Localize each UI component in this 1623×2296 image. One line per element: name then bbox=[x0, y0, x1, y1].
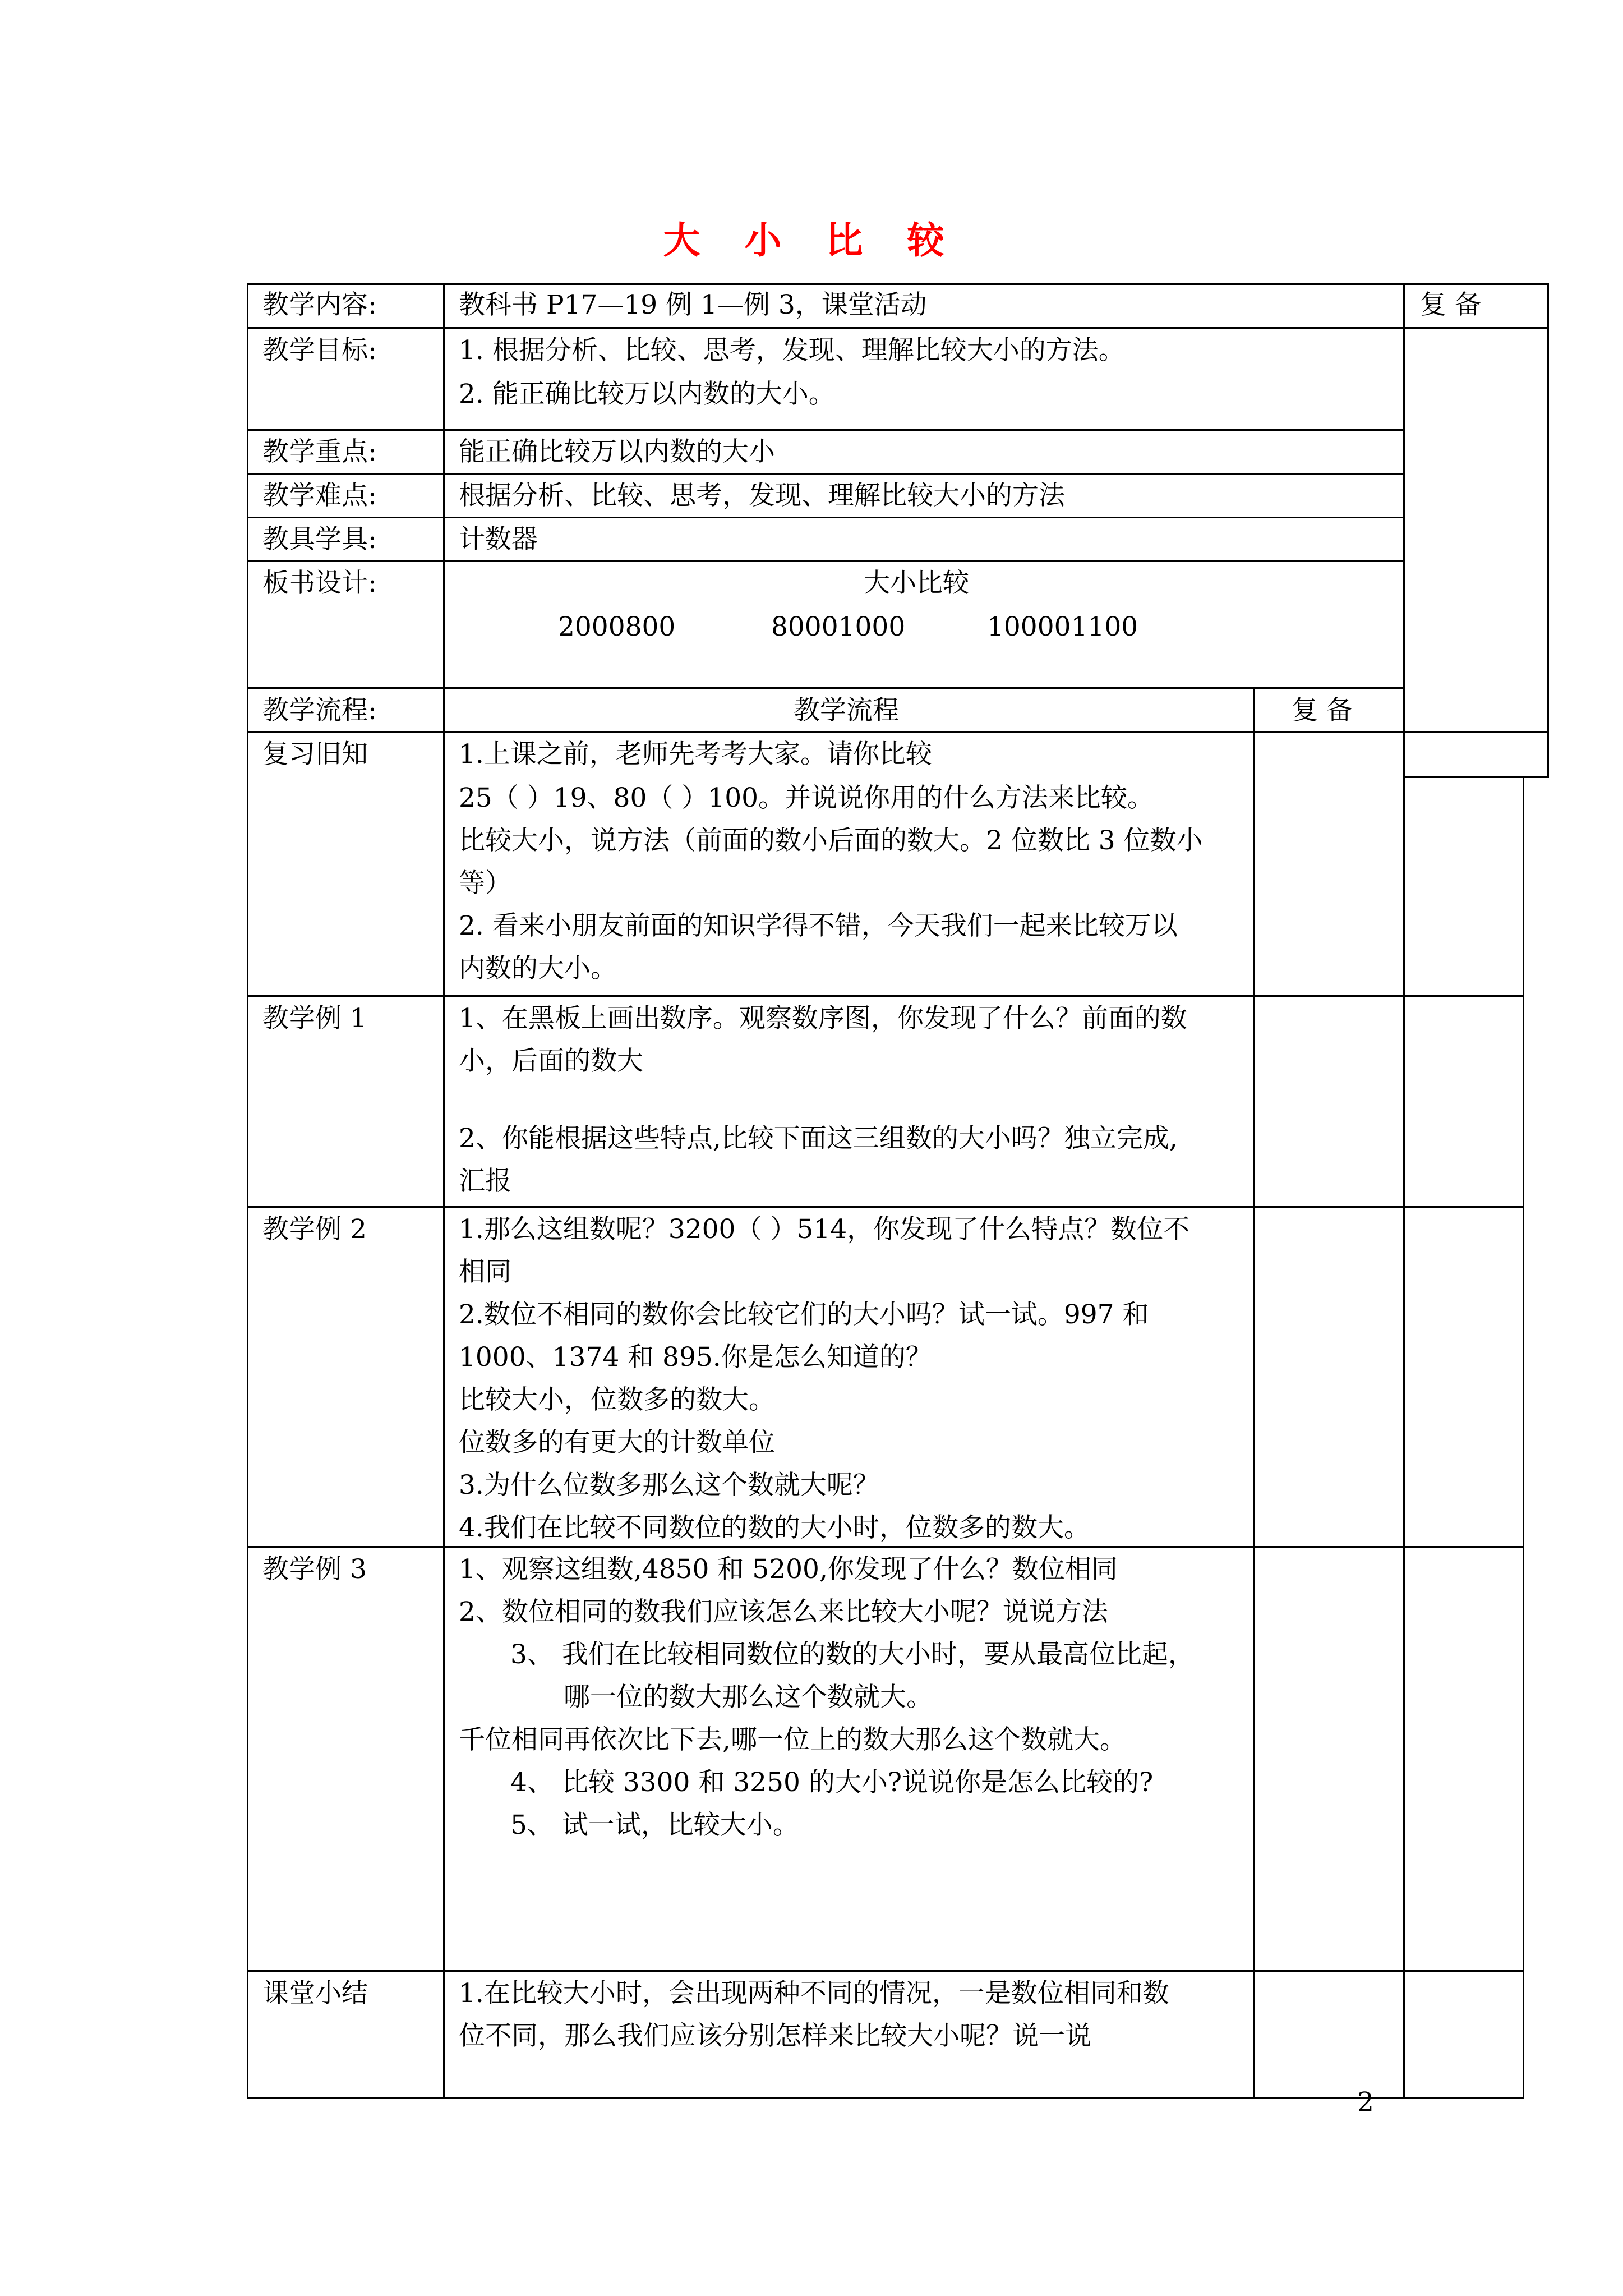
tools-label: 教具学具: bbox=[262, 524, 377, 555]
board-number: 100001100 bbox=[987, 611, 1138, 642]
example1-line: 2、你能根据这些特点,比较下面这三组数的大小吗？独立完成, bbox=[459, 1123, 1178, 1154]
page-title: 大 小 比 较 bbox=[663, 218, 960, 262]
example3-label: 教学例 3 bbox=[262, 1554, 367, 1585]
lesson-content-label: 教学内容: bbox=[262, 289, 377, 320]
example3-line: 1、观察这组数,4850 和 5200,你发现了什么？数位相同 bbox=[459, 1554, 1118, 1585]
example2-line: 4.我们在比较不同数位的数的大小时，位数多的数大。 bbox=[459, 1512, 1090, 1543]
flow-label: 教学流程: bbox=[262, 695, 377, 726]
example2-line: 1.那么这组数呢？3200（ ）514，你发现了什么特点？数位不 bbox=[459, 1214, 1190, 1245]
board-number: 80001000 bbox=[771, 611, 906, 642]
review-label: 复习旧知 bbox=[262, 739, 368, 770]
review-prep-header: 复 备 bbox=[1420, 289, 1481, 320]
example1-label: 教学例 1 bbox=[262, 1003, 367, 1034]
focus-text: 能正确比较万以内数的大小 bbox=[459, 436, 775, 467]
example3-line: 5、 试一试，比较大小。 bbox=[510, 1810, 799, 1841]
example2-line: 3.为什么位数多那么这个数就大呢？ bbox=[459, 1470, 879, 1501]
board-number: 2000800 bbox=[558, 611, 676, 642]
example3-line: 2、数位相同的数我们应该怎么来比较大小呢？说说方法 bbox=[459, 1596, 1108, 1627]
example2-line: 位数多的有更大的计数单位 bbox=[459, 1427, 775, 1458]
board-label: 板书设计: bbox=[262, 568, 377, 599]
example3-line: 4、 比较 3300 和 3250 的大小?说说你是怎么比较的? bbox=[510, 1767, 1154, 1798]
lesson-content: 教科书 P17—19 例 1—例 3，课堂活动 bbox=[459, 289, 927, 320]
example3-line: 哪一位的数大那么这个数就大。 bbox=[564, 1682, 933, 1713]
focus-label: 教学重点: bbox=[262, 436, 377, 467]
review-line: 内数的大小。 bbox=[459, 953, 617, 984]
tools-text: 计数器 bbox=[459, 524, 538, 555]
board-title: 大小比较 bbox=[864, 568, 969, 599]
example2-line: 1000、1374 和 895.你是怎么知道的？ bbox=[459, 1342, 932, 1373]
example1-line: 汇报 bbox=[459, 1166, 511, 1197]
difficulty-text: 根据分析、比较、思考，发现、理解比较大小的方法 bbox=[459, 480, 1065, 511]
review-line: 比较大小，说方法（前面的数小后面的数大。2 位数比 3 位数小 bbox=[459, 825, 1203, 856]
review-line: 25（ ）19、80（ ）100。并说说你用的什么方法来比较。 bbox=[459, 783, 1154, 813]
example3-line: 3、 我们在比较相同数位的数的大小时，要从最高位比起， bbox=[510, 1639, 1195, 1670]
difficulty-label: 教学难点: bbox=[262, 480, 377, 511]
goals-label: 教学目标: bbox=[262, 335, 377, 366]
summary-line: 1.在比较大小时，会出现两种不同的情况，一是数位相同和数 bbox=[459, 1978, 1169, 2009]
example2-line: 2.数位不相同的数你会比较它们的大小吗？试一试。997 和 bbox=[459, 1299, 1149, 1330]
review-line: 等） bbox=[459, 868, 511, 899]
example2-line: 相同 bbox=[459, 1257, 511, 1287]
summary-label: 课堂小结 bbox=[262, 1978, 368, 2009]
example2-line: 比较大小，位数多的数大。 bbox=[459, 1384, 775, 1415]
goal-item: 2. 能正确比较万以内数的大小。 bbox=[459, 379, 835, 409]
goal-item: 1. 根据分析、比较、思考，发现、理解比较大小的方法。 bbox=[459, 335, 1125, 366]
flow-side-header: 复 备 bbox=[1292, 695, 1353, 726]
summary-line: 位不同，那么我们应该分别怎样来比较大小呢？说一说 bbox=[459, 2021, 1091, 2051]
example1-line: 1、在黑板上画出数序。观察数序图，你发现了什么？前面的数 bbox=[459, 1003, 1187, 1034]
flow-center-header: 教学流程 bbox=[794, 695, 899, 726]
page-number: 2 bbox=[1357, 2087, 1374, 2118]
example1-line: 小，后面的数大 bbox=[459, 1046, 643, 1076]
example2-label: 教学例 2 bbox=[262, 1214, 367, 1245]
review-line: 2. 看来小朋友前面的知识学得不错，今天我们一起来比较万以 bbox=[459, 910, 1178, 941]
example3-line: 千位相同再依次比下去,哪一位上的数大那么这个数就大。 bbox=[459, 1724, 1126, 1755]
review-line: 1.上课之前，老师先考考大家。请你比较 bbox=[459, 739, 932, 770]
